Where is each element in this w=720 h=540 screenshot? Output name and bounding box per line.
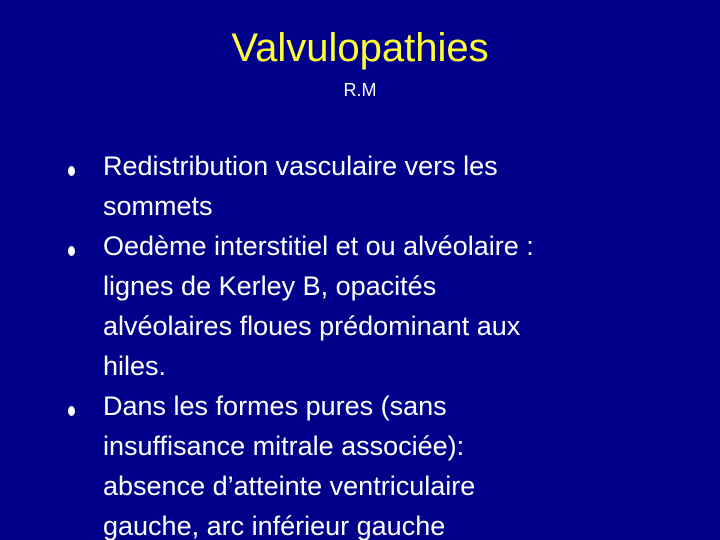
bullet-icon (68, 246, 75, 256)
bullet-list (0, 146, 720, 540)
bullet-icon (68, 166, 75, 176)
bullet-item (0, 226, 563, 386)
bullet-item (0, 386, 563, 540)
bullet-text: Redistribution vasculaire vers les sommets (103, 151, 498, 221)
bullet-text: Oedème interstitiel et ou alvéolaire : lignes de Kerley B, opacités alvéolaires floues prédominant aux hiles. (103, 231, 534, 381)
slide-subtitle: R.M (343, 80, 377, 100)
bullet-icon (68, 406, 75, 416)
bullet-item (0, 146, 563, 226)
bullet-text: Dans les formes pures (sans insuffisance mitrale associée): absence d’atteinte ventriculaire gauche, arc inférieur gauche (103, 391, 476, 540)
slide-title: Valvulopathies (231, 26, 489, 70)
